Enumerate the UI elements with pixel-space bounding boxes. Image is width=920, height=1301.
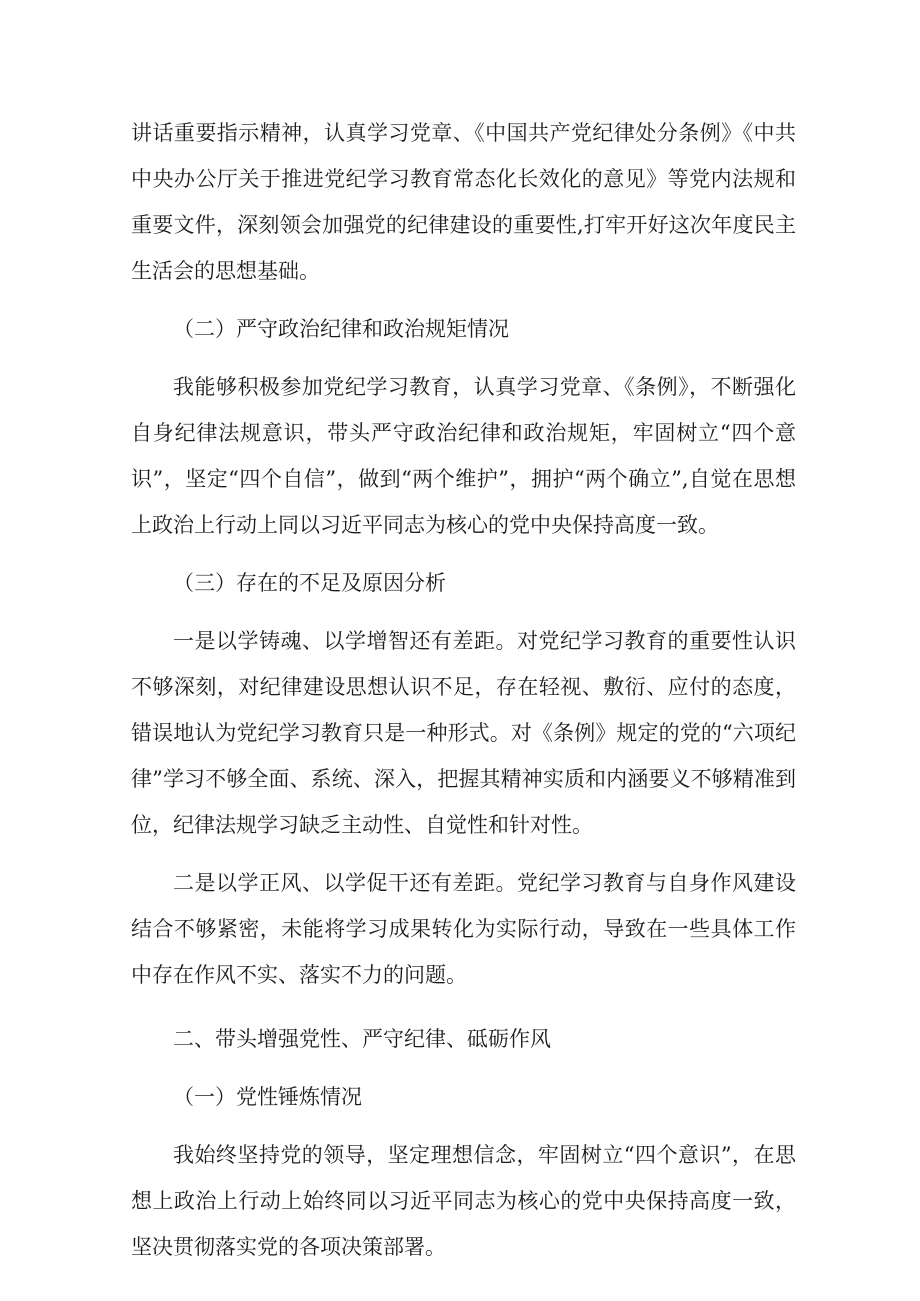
section-heading-shortcomings: （三）存在的不足及原因分析 [173, 571, 446, 595]
paragraph-political-discipline: 我能够积极参加党纪学习教育，认真学习党章、《条例》，不断强化自身纪律法规意识，带头严守政治纪律和政治规矩，牢固树立“四个意识”，坚定“四个自信”，做到“两个维护”，拥护“两个确立”,自觉在思想上政治上行动上同以习近平同志为核心的党中央保持高度一致。 [131, 375, 796, 537]
section-heading-part-two: 二、带头增强党性、严守纪律、砥砺作风 [173, 1027, 551, 1051]
document-body [131, 110, 796, 1282]
section-heading-political-discipline: （二）严守政治纪律和政治规矩情况 [173, 317, 509, 341]
section-heading-party-spirit: （一）党性锤炼情况 [173, 1085, 362, 1109]
paragraph-shortcoming-one: 一是以学铸魂、以学增智还有差距。对党纪学习教育的重要性认识不够深刻，对纪律建设思想认识不足，存在轻视、敷衍、应付的态度，错误地认为党纪学习教育只是一种形式。对《条例》规定的党的“六项纪律”学习不够全面、系统、深入，把握其精神实质和内涵要义不够精准到位，纪律法规学习缺乏主动性、自觉性和针对性。 [131, 629, 796, 837]
paragraph-intro-continuation: 讲话重要指示精神，认真学习党章、《中国共产党纪律处分条例》《中共中央办公厅关于推进党纪学习教育常态化长效化的意见》等党内法规和重要文件，深刻领会加强党的纪律建设的重要性,打牢开好这次年度民主生活会的思想基础。 [131, 121, 796, 283]
paragraph-shortcoming-two: 二是以学正风、以学促干还有差距。党纪学习教育与自身作风建设结合不够紧密，未能将学习成果转化为实际行动，导致在一些具体工作中存在作风不实、落实不力的问题。 [131, 871, 796, 987]
paragraph-party-spirit: 我始终坚持党的领导，坚定理想信念，牢固树立“四个意识”，在思想上政治上行动上始终同以习近平同志为核心的党中央保持高度一致，坚决贯彻落实党的各项决策部署。 [131, 1143, 796, 1259]
